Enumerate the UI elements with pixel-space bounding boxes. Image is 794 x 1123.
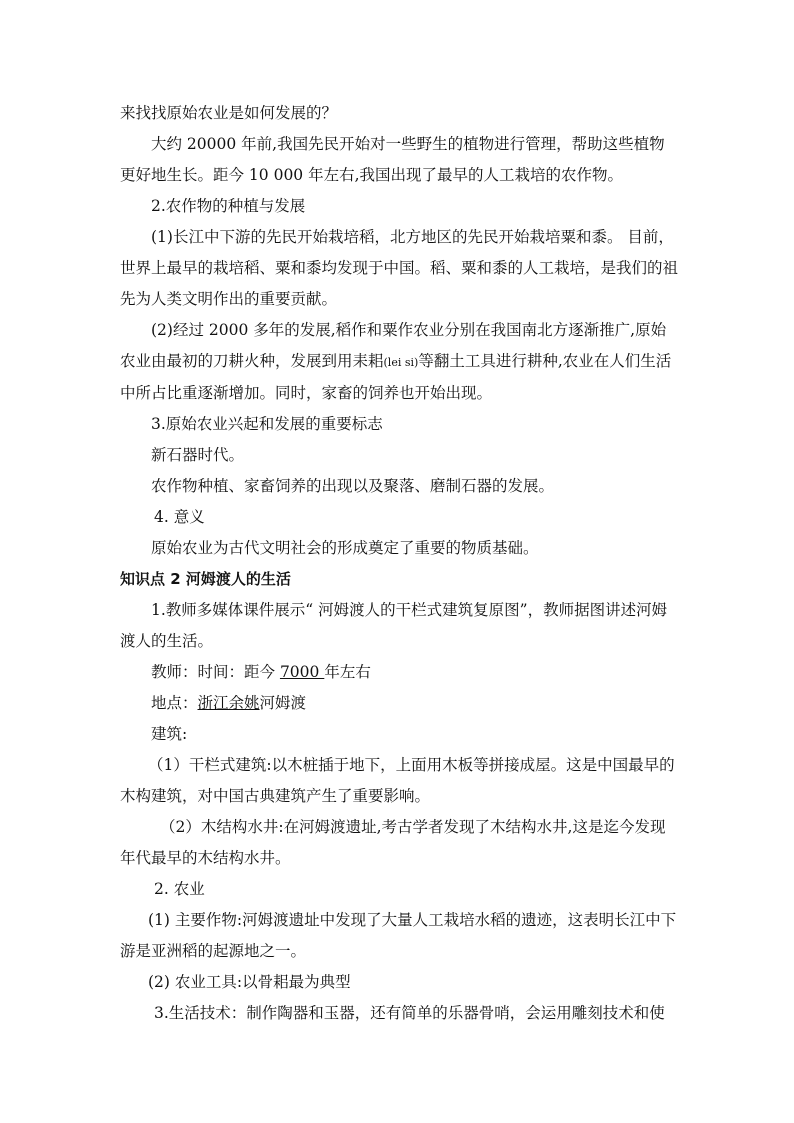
paragraph: (1)长江中下游的先民开始栽培稻，北方地区的先民开始栽培粟和黍。 目前，世界上最早的栽培稻、粟和黍均发现于中国。稻、粟和黍的人工栽培，是我们的祖先为人类文明作出的重要贡献。	[120, 228, 679, 308]
paragraph-text: 地点：	[151, 694, 198, 712]
paragraph: （1）干栏式建筑:以木桩插于地下，上面用木板等拼接成屋。这是中国最早的木构建筑，对中国古典建筑产生了重要影响。	[120, 756, 675, 805]
paragraph: 3.生活技术：制作陶器和玉器，还有简单的乐器骨哨，会运用雕刻技术和使	[154, 1004, 665, 1022]
paragraph: 建筑:	[151, 725, 188, 743]
underlined-text: 浙江余姚	[197, 694, 260, 712]
paragraph: （2）木结构水井:在河姆渡遗址,考古学者发现了木结构水井,这是迄今发现年代最早的木结构水井。	[120, 818, 666, 867]
paragraph-text: (2)经过 2000 多年的发展,稻作和粟作农业分别在我国南北方逐渐推广,原始农业由最初的刀耕火种，发展到用耒耜	[120, 321, 667, 370]
section-heading: 4. 意义	[154, 508, 205, 526]
section-heading: 2.农作物的种植与发展	[151, 197, 306, 215]
paragraph-text: 教师：时间：距今	[151, 663, 280, 681]
paragraph	[120, 657, 680, 688]
paragraph: 农作物种植、家畜饲养的出现以及聚落、磨制石器的发展。	[151, 477, 555, 495]
pinyin-annotation: (lei si)	[383, 356, 419, 369]
paragraph-text: 等翻土工具进行耕种,农业在人们生活中所占比重逐渐增加。同时，家畜的饲养也开始出现。	[120, 352, 672, 402]
section-heading: 2. 农业	[154, 880, 205, 898]
underlined-text: 7000	[279, 663, 325, 681]
paragraph-text: 河姆渡	[259, 694, 307, 712]
paragraph-text: 年左右	[324, 663, 371, 681]
section-heading: 3.原始农业兴起和发展的重要标志	[151, 415, 383, 433]
paragraph	[120, 315, 680, 409]
paragraph: (2) 农业工具:以骨耜最为典型	[148, 973, 351, 991]
paragraph: 原始农业为古代文明社会的形成奠定了重要的物质基础。	[151, 539, 539, 557]
paragraph: 大约 20000 年前,我国先民开始对一些野生的植物进行管理，帮助这些植物更好地生长。距今 10 000 年左右,我国出现了最早的人工栽培的农作物。	[120, 135, 665, 184]
paragraph: (1) 主要作物:河姆渡遗址中发现了大量人工栽培水稻的遗迹，这表明长江中下游是亚洲稻的起源地之一。	[120, 911, 677, 960]
knowledge-point-heading: 知识点 2 河姆渡人的生活	[120, 570, 291, 588]
paragraph: 1.教师多媒体课件展示“ 河姆渡人的干栏式建筑复原图”，教师据图讲述河姆渡人的生活。	[120, 601, 668, 650]
paragraph	[120, 688, 680, 719]
document-body	[120, 98, 680, 1029]
paragraph: 来找找原始农业是如何发展的？	[120, 104, 338, 122]
paragraph: 新石器时代。	[151, 446, 245, 464]
